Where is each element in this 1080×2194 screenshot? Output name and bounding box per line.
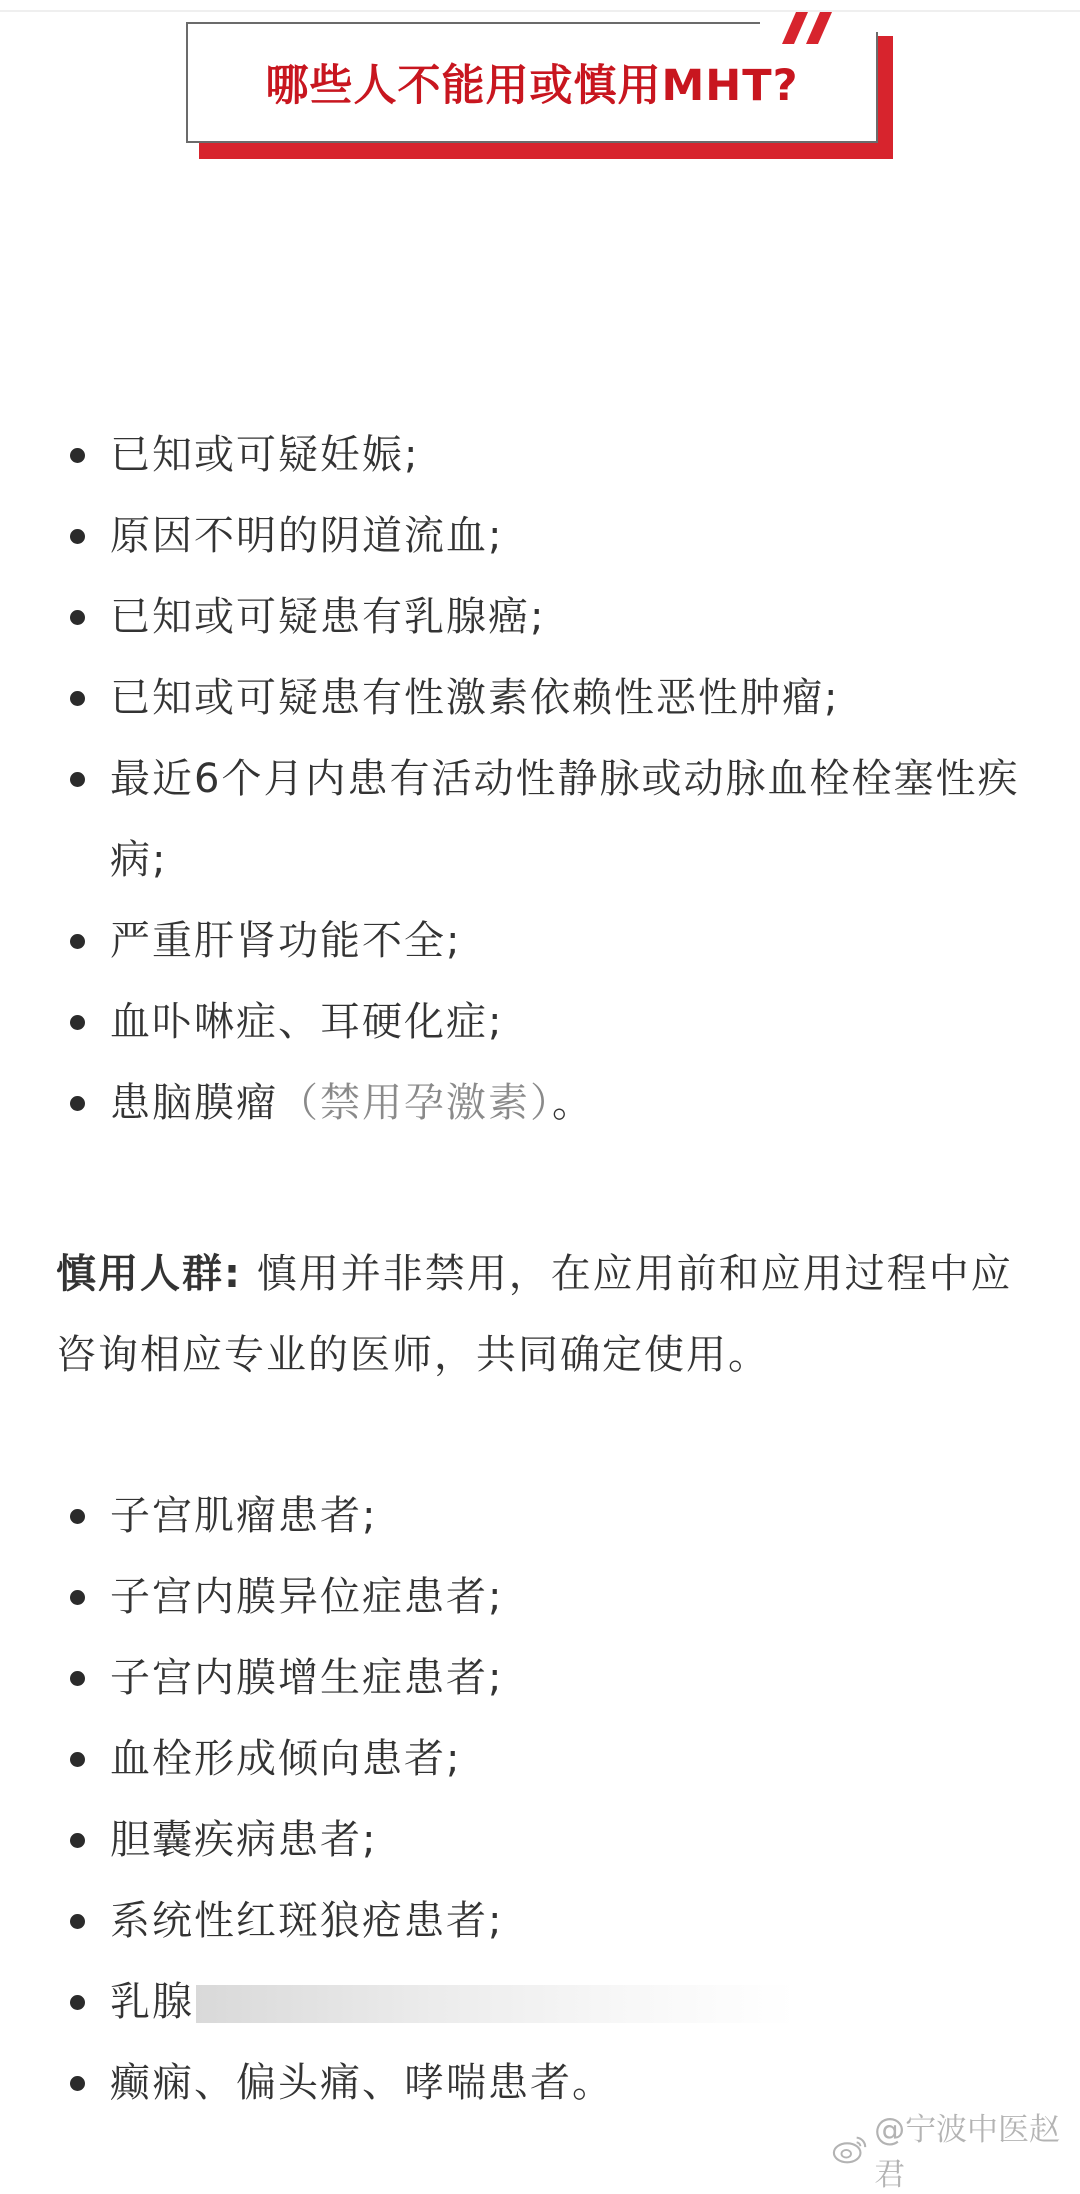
- bullet-icon: [70, 1671, 85, 1686]
- list-item-text: 血卟啉症、耳硬化症;: [110, 999, 504, 1045]
- bullet-icon: [70, 1509, 85, 1524]
- list-item: [0, 1476, 1080, 1557]
- list-item: [0, 1881, 1080, 1962]
- bullet-icon: [70, 1096, 85, 1111]
- blurred-text-region: [196, 1985, 796, 2023]
- list-item: [0, 415, 1080, 496]
- bullet-icon: [70, 1015, 85, 1030]
- bullet-icon: [70, 691, 85, 706]
- list-item-text: 癫痫、偏头痛、哮喘患者。: [110, 2060, 614, 2106]
- slash-decoration-icon: [768, 8, 838, 48]
- list-item-text: 原因不明的阴道流血;: [110, 513, 504, 559]
- bullet-icon: [70, 448, 85, 463]
- list-item-text: 子宫内膜增生症患者;: [110, 1655, 504, 1701]
- list-item-text: 严重肝肾功能不全;: [110, 918, 462, 964]
- weibo-icon: [832, 2133, 868, 2165]
- bullet-icon: [70, 772, 85, 787]
- list-item: [0, 901, 1080, 982]
- list-item-text: 血栓形成倾向患者;: [110, 1736, 462, 1782]
- watermark: [832, 2104, 1080, 2194]
- caution-text: 慎用并非禁用，在应用前和应用过程中应咨询相应专业的医师，共同确定使用。: [56, 1251, 1013, 1378]
- list-item-text: 胆囊疾病患者;: [110, 1817, 378, 1863]
- list-item: [0, 1063, 1080, 1144]
- section-title: 哪些人不能用或慎用MHT?: [265, 61, 799, 111]
- watermark-text: @宁波中医赵君: [874, 2112, 1061, 2193]
- list-item: [0, 1557, 1080, 1638]
- list-item: [0, 577, 1080, 658]
- bullet-icon: [70, 1752, 85, 1767]
- list-item: [0, 1638, 1080, 1719]
- list-item-suffix: 。: [552, 1080, 594, 1126]
- list-item-text: 系统性红斑狼疮患者;: [110, 1898, 504, 1944]
- bullet-icon: [70, 529, 85, 544]
- bullet-icon: [70, 610, 85, 625]
- bullet-icon: [70, 1995, 85, 2010]
- list-item-text: 子宫肌瘤患者;: [110, 1493, 378, 1539]
- list-item: [0, 658, 1080, 739]
- caution-list: [0, 1476, 1080, 2124]
- list-item-text: 已知或可疑患有乳腺癌;: [110, 594, 546, 640]
- bullet-icon: [70, 934, 85, 949]
- list-item: [0, 496, 1080, 577]
- list-item-text: 患脑膜瘤: [110, 1080, 278, 1126]
- list-item-text: 已知或可疑妊娠;: [110, 432, 420, 478]
- bullet-icon: [70, 1590, 85, 1605]
- list-item: [0, 1800, 1080, 1881]
- list-item: [0, 1962, 1080, 2043]
- list-item-text: 乳腺: [110, 1979, 194, 2025]
- caution-paragraph: [56, 1234, 1040, 1396]
- list-item: [0, 1719, 1080, 1800]
- list-item: [0, 982, 1080, 1063]
- list-item-note: （禁用孕激素）: [278, 1080, 552, 1126]
- list-item-text: 已知或可疑患有性激素依赖性恶性肿瘤;: [110, 675, 840, 721]
- bullet-icon: [70, 1833, 85, 1848]
- caution-label: 慎用人群:: [56, 1251, 242, 1297]
- top-divider: [0, 10, 1080, 12]
- list-item: [0, 739, 1080, 901]
- list-item-text: 最近6个月内患有活动性静脉或动脉血栓栓塞性疾病;: [110, 756, 1020, 883]
- bullet-icon: [70, 2076, 85, 2091]
- bullet-icon: [70, 1914, 85, 1929]
- contraindication-list: [0, 415, 1080, 1144]
- list-item-text: 子宫内膜异位症患者;: [110, 1574, 504, 1620]
